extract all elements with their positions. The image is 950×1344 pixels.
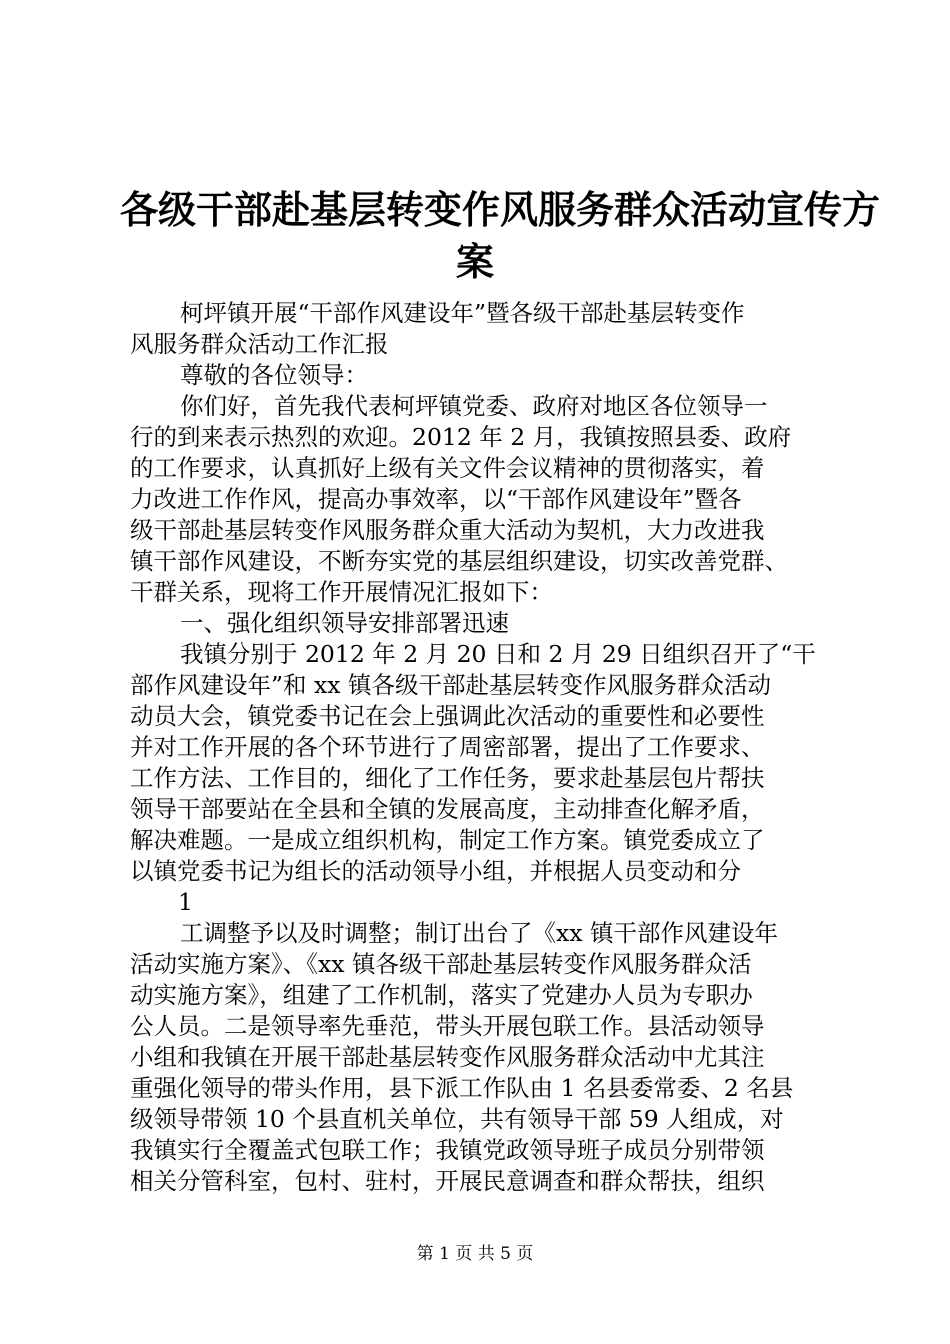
body-line-15: 并对工作开展的各个环节进行了周密部署，提出了工作要求、 (130, 733, 765, 761)
body-line-21: 活动实施方案》、《xx 镇各级干部赴基层转变作风服务群众活 (130, 950, 752, 978)
body-line-26: 级领导带领 10 个县直机关单位，共有领导干部 59 人组成，对 (130, 1105, 784, 1133)
body-line-4: 你们好，首先我代表柯坪镇党委、政府对地区各位领导一 (180, 392, 768, 420)
body-line-14: 动员大会，镇党委书记在会上强调此次活动的重要性和必要性 (130, 702, 765, 730)
document-title-line-1: 各级干部赴基层转变作风服务群众活动宣传方 (120, 187, 881, 232)
body-line-22: 动实施方案》，组建了工作机制，落实了党建办人员为专职办 (130, 981, 753, 1009)
body-line-13: 部作风建设年”和 xx 镇各级干部赴基层转变作风服务群众活动 (130, 671, 771, 699)
body-line-6: 的工作要求，认真抓好上级有关文件会议精神的贯彻落实，着 (130, 454, 765, 482)
body-line-5: 行的到来表示热烈的欢迎。2012 年 2 月，我镇按照县委、政府 (130, 423, 792, 451)
document-title-line-2: 案 (455, 239, 494, 284)
body-line-25: 重强化领导的带头作用，县下派工作队由 1 名县委常委、2 名县 (130, 1074, 794, 1102)
inline-page-number: 1 (178, 888, 193, 916)
body-line-27: 我镇实行全覆盖式包联工作；我镇党政领导班子成员分别带领 (130, 1136, 765, 1164)
body-line-19: 以镇党委书记为组长的活动领导小组，并根据人员变动和分 (130, 857, 741, 885)
body-line-20: 工调整予以及时调整；制订出台了《xx 镇干部作风建设年 (180, 919, 778, 947)
body-line-3: 尊敬的各位领导： (180, 361, 368, 389)
section-heading: 一、强化组织领导安排部署迅速 (180, 609, 509, 637)
body-line-8: 级干部赴基层转变作风服务群众重大活动为契机，大力改进我 (130, 516, 765, 544)
body-line-17: 领导干部要站在全县和全镇的发展高度，主动排查化解矛盾， (130, 795, 765, 823)
page-footer: 第 1 页 共 5 页 (416, 1244, 534, 1264)
body-line-12: 我镇分别于 2012 年 2 月 20 日和 2 月 29 日组织召开了“干 (180, 640, 816, 668)
body-line-10: 干群关系，现将工作开展情况汇报如下： (130, 578, 553, 606)
body-line-23: 公人员。二是领导率先垂范，带头开展包联工作。县活动领导 (130, 1012, 765, 1040)
body-line-18: 解决难题。一是成立组织机构，制定工作方案。镇党委成立了 (130, 826, 765, 854)
body-line-7: 力改进工作作风，提高办事效率，以“干部作风建设年”暨各 (130, 485, 742, 513)
body-line-1: 柯坪镇开展“干部作风建设年”暨各级干部赴基层转变作 (180, 299, 745, 327)
body-line-28: 相关分管科室，包村、驻村，开展民意调查和群众帮扶，组织 (130, 1167, 765, 1195)
body-line-24: 小组和我镇在开展干部赴基层转变作风服务群众活动中尤其注 (130, 1043, 765, 1071)
body-line-2: 风服务群众活动工作汇报 (130, 330, 389, 358)
body-line-16: 工作方法、工作目的，细化了工作任务，要求赴基层包片帮扶 (130, 764, 765, 792)
body-line-9: 镇干部作风建设，不断夯实党的基层组织建设，切实改善党群、 (130, 547, 788, 575)
